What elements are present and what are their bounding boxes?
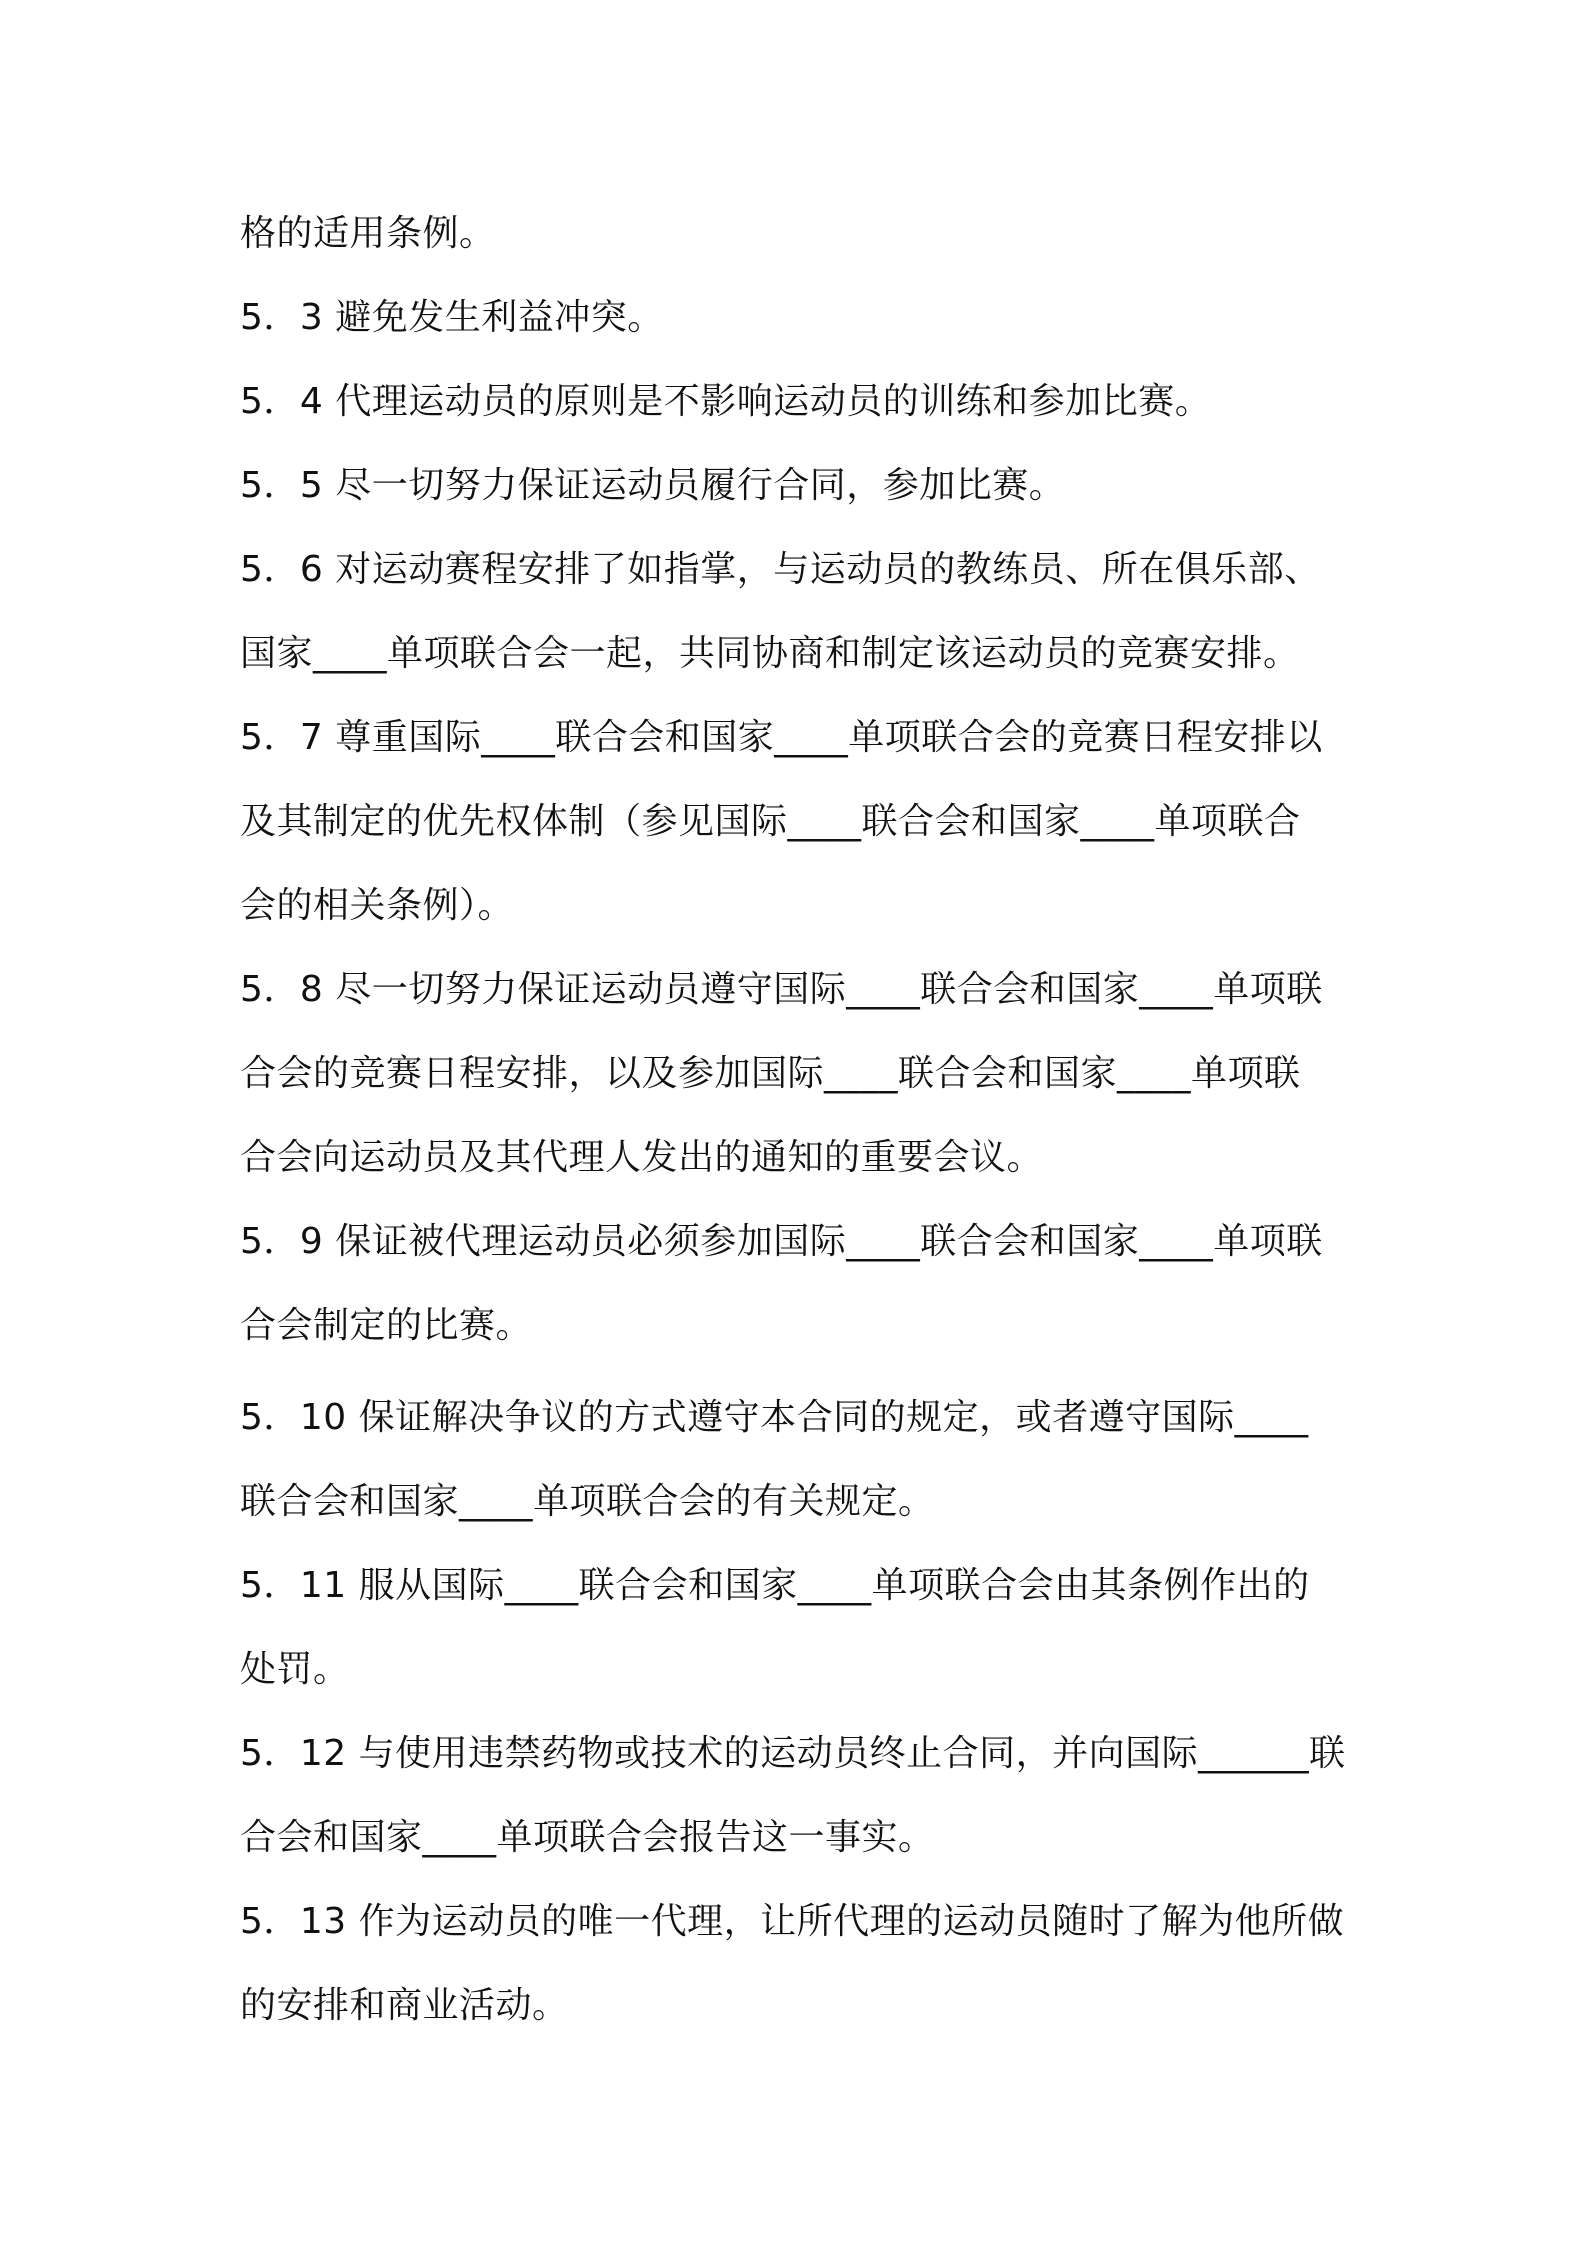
clause-5-13-line-1: 5．13 作为运动员的唯一代理，让所代理的运动员随时了解为他所做 [240,1901,1345,1942]
clause-5-7-line-2: 及其制定的优先权体制（参见国际____联合会和国家____单项联合 [240,801,1301,842]
clause-5-5: 5．5 尽一切努力保证运动员履行合同，参加比赛。 [240,465,1066,506]
clause-5-11-line-2: 处罚。 [240,1649,350,1690]
clause-5-7-line-3: 会的相关条例）。 [240,885,515,926]
clause-5-9-line-1: 5．9 保证被代理运动员必须参加国际____联合会和国家____单项联 [240,1221,1323,1262]
clause-5-10-line-2: 联合会和国家____单项联合会的有关规定。 [240,1481,935,1522]
clause-5-8-line-3: 合会向运动员及其代理人发出的通知的重要会议。 [240,1137,1044,1178]
clause-5-12-line-1: 5．12 与使用违禁药物或技术的运动员终止合同，并向国际______联 [240,1733,1346,1774]
clause-5-4: 5．4 代理运动员的原则是不影响运动员的训练和参加比赛。 [240,381,1212,422]
clause-5-7-line-1: 5．7 尊重国际____联合会和国家____单项联合会的竞赛日程安排以 [240,717,1323,758]
clause-5-10-line-1: 5．10 保证解决争议的方式遵守本合同的规定，或者遵守国际____ [240,1397,1309,1438]
clause-5-11-line-1: 5．11 服从国际____联合会和国家____单项联合会由其条例作出的 [240,1565,1310,1606]
clause-5-8-line-2: 合会的竞赛日程安排，以及参加国际____联合会和国家____单项联 [240,1053,1301,1094]
clause-5-12-line-2: 合会和国家____单项联合会报告这一事实。 [240,1817,935,1858]
contract-text [240,192,1360,2048]
clause-5-13-line-2: 的安排和商业活动。 [240,1985,569,2026]
clause-5-3: 5．3 避免发生利益冲突。 [240,297,664,338]
clause-5-8-line-1: 5．8 尽一切努力保证运动员遵守国际____联合会和国家____单项联 [240,969,1323,1010]
text-line-continuation: 格的适用条例。 [240,213,496,254]
clause-5-6-line-2: 国家____单项联合会一起，共同协商和制定该运动员的竞赛安排。 [240,633,1300,674]
clause-5-6-line-1: 5．6 对运动赛程安排了如指掌，与运动员的教练员、所在俱乐部、 [240,549,1321,590]
clause-5-9-line-2: 合会制定的比赛。 [240,1305,533,1346]
